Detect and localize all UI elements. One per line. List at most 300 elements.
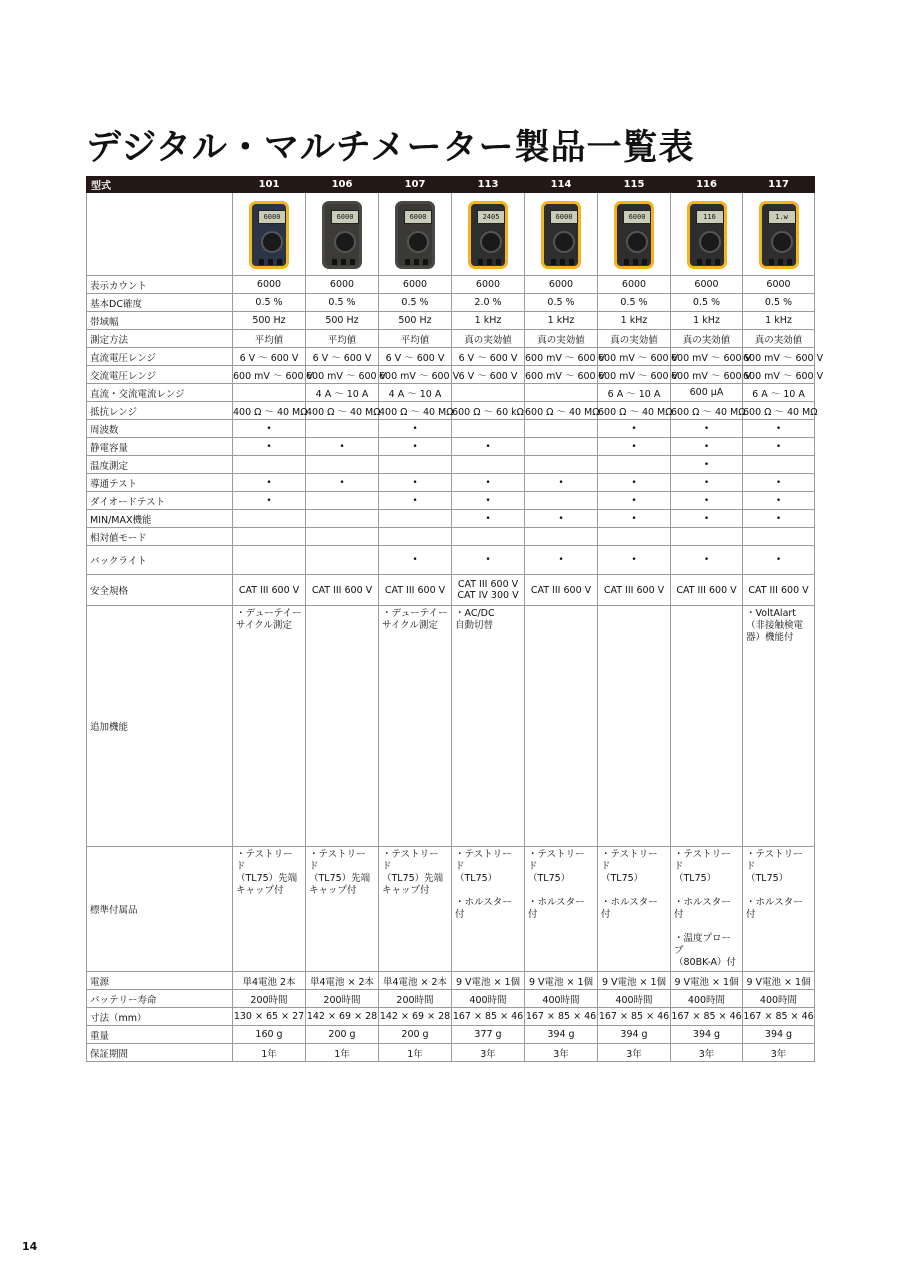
multimeter-image [468, 201, 508, 269]
spec-value: 平均値 [306, 330, 379, 348]
spec-row [87, 438, 815, 456]
spec-row [87, 972, 815, 990]
spec-label: 電源 [87, 972, 233, 990]
spec-label: バックライト [87, 546, 233, 575]
extra-feature-cell [452, 606, 525, 847]
spec-value: 6000 [598, 276, 671, 294]
product-comparison-table [86, 176, 824, 1062]
spec-value: 377 g [452, 1026, 525, 1044]
spec-value: 9 V電池 × 1個 [598, 972, 671, 990]
feature-dot: • [525, 546, 598, 575]
feature-dot: • [306, 438, 379, 456]
spec-value [306, 546, 379, 575]
accessory-cell [452, 847, 525, 972]
spec-label: 静電容量 [87, 438, 233, 456]
spec-row [87, 1008, 815, 1026]
extra-feature-text: ・デューテイー サイクル測定 [236, 608, 302, 631]
spec-value: 6000 [452, 276, 525, 294]
spec-value: 1年 [379, 1044, 452, 1062]
spec-value: 9 V電池 × 1個 [452, 972, 525, 990]
spacer [601, 885, 667, 897]
feature-dot: • [233, 420, 306, 438]
feature-dot: • [598, 546, 671, 575]
spec-value: 167 × 85 × 46 [525, 1008, 598, 1026]
spec-value: 6 A ～ 10 A [598, 384, 671, 402]
spec-value: 6 V ～ 600 V [452, 348, 525, 366]
spec-value: 1 kHz [743, 312, 815, 330]
spacer [746, 885, 811, 897]
spec-value: 6000 [379, 276, 452, 294]
spec-row [87, 384, 815, 402]
feature-dot: • [743, 474, 815, 492]
feature-dot: • [233, 438, 306, 456]
feature-dot: • [598, 420, 671, 438]
accessory-item: ・テストリード （TL75）先端 キャップ付 [309, 849, 371, 896]
spec-value [233, 384, 306, 402]
accessory-cell [743, 847, 815, 972]
product-image-cell [525, 193, 598, 276]
rotary-dial-icon [699, 231, 721, 253]
input-jacks [624, 259, 650, 265]
accessory-cell [671, 847, 743, 972]
spec-value: CAT III 600 V [379, 575, 452, 606]
extra-feature-cell [671, 606, 743, 847]
input-jacks [478, 259, 504, 265]
spec-label: 周波数 [87, 420, 233, 438]
spec-value: 平均値 [379, 330, 452, 348]
spec-value [452, 456, 525, 474]
spec-label: 標準付属品 [87, 847, 233, 972]
multimeter-image [541, 201, 581, 269]
spec-value [306, 420, 379, 438]
accessories-row [87, 847, 815, 972]
spec-value: 600 mV ～ 600 V [379, 366, 452, 384]
spec-value: 600 mV ～ 600 V [306, 366, 379, 384]
spec-value [671, 528, 743, 546]
spec-row [87, 546, 815, 575]
spec-value: 500 Hz [233, 312, 306, 330]
spec-label: 追加機能 [87, 606, 233, 847]
spec-label: 抵抗レンジ [87, 402, 233, 420]
spacer [455, 885, 521, 897]
spec-label: 安全規格 [87, 575, 233, 606]
input-jacks [769, 259, 795, 265]
spec-value: CAT III 600 V CAT IV 300 V [452, 575, 525, 606]
spec-value [306, 492, 379, 510]
spec-value: 1 kHz [671, 312, 743, 330]
spec-value: 167 × 85 × 46 [671, 1008, 743, 1026]
spec-value [452, 528, 525, 546]
spec-row [87, 510, 815, 528]
spec-value: 平均値 [233, 330, 306, 348]
extra-feature-cell [598, 606, 671, 847]
input-jacks [259, 259, 285, 265]
spec-value [525, 420, 598, 438]
rotary-dial-icon [407, 231, 429, 253]
product-image-cell [671, 193, 743, 276]
model-106: 106 [306, 177, 379, 193]
spec-label: 寸法（mm） [87, 1008, 233, 1026]
input-jacks [551, 259, 577, 265]
spec-row [87, 276, 815, 294]
spec-label: 交流電圧レンジ [87, 366, 233, 384]
spec-value: 6 V ～ 600 V [233, 348, 306, 366]
spec-value: 4 A ～ 10 A [379, 384, 452, 402]
spec-value: 600 mV ～ 600 V [525, 366, 598, 384]
spec-value: 600 Ω ～ 60 kΩ [452, 402, 525, 420]
meter-display: 6000 [623, 210, 651, 224]
model-117: 117 [743, 177, 815, 193]
feature-dot: • [525, 474, 598, 492]
feature-dot: • [233, 474, 306, 492]
accessory-item: ・ホルスター付 [455, 897, 512, 920]
accessory-item: ・テストリード （TL75） [455, 849, 512, 884]
spec-value [525, 492, 598, 510]
feature-dot: • [598, 474, 671, 492]
model-114: 114 [525, 177, 598, 193]
extra-feature-cell [306, 606, 379, 847]
model-115: 115 [598, 177, 671, 193]
feature-dot: • [379, 492, 452, 510]
spec-value: 394 g [598, 1026, 671, 1044]
spec-row [87, 312, 815, 330]
feature-dot: • [671, 492, 743, 510]
spec-label: 表示カウント [87, 276, 233, 294]
meter-display: 116 [696, 210, 724, 224]
spec-label: 相対値モード [87, 528, 233, 546]
accessory-item: ・ホルスター付 [601, 897, 658, 920]
spec-label: 保証期間 [87, 1044, 233, 1062]
spec-value: 0.5 % [525, 294, 598, 312]
spec-value: 200 g [379, 1026, 452, 1044]
spec-row [87, 492, 815, 510]
feature-dot: • [452, 510, 525, 528]
feature-dot: • [598, 438, 671, 456]
extra-features-row [87, 606, 815, 847]
spec-value: 9 V電池 × 1個 [525, 972, 598, 990]
spec-value [743, 456, 815, 474]
accessory-item: ・テストリード （TL75）先端 キャップ付 [236, 849, 298, 896]
multimeter-image [322, 201, 362, 269]
feature-dot: • [743, 420, 815, 438]
feature-dot: • [671, 510, 743, 528]
spec-value: 142 × 69 × 28 [379, 1008, 452, 1026]
rotary-dial-icon [626, 231, 648, 253]
accessory-item: ・テストリード （TL75） [746, 849, 803, 884]
meter-display: 6000 [258, 210, 286, 224]
spec-label: バッテリー寿命 [87, 990, 233, 1008]
empty-cell [87, 193, 233, 276]
spec-value [598, 528, 671, 546]
spec-value: 6000 [306, 276, 379, 294]
spec-value [525, 456, 598, 474]
spec-value: 0.5 % [671, 294, 743, 312]
spec-label: 導通テスト [87, 474, 233, 492]
spec-value: 2.0 % [452, 294, 525, 312]
spec-value: 3年 [671, 1044, 743, 1062]
page-title: デジタル・マルチメーター製品一覧表 [86, 128, 695, 168]
spec-value: 6 V ～ 600 V [306, 348, 379, 366]
spec-value: 9 V電池 × 1個 [671, 972, 743, 990]
spec-value: 6 V ～ 600 V [379, 348, 452, 366]
spec-row [87, 294, 815, 312]
spec-value [743, 528, 815, 546]
spec-row [87, 990, 815, 1008]
extra-feature-cell [525, 606, 598, 847]
spec-value: 600 mV ～ 600 V [671, 366, 743, 384]
spec-value: CAT III 600 V [525, 575, 598, 606]
spec-value [598, 456, 671, 474]
spec-value: 400時間 [743, 990, 815, 1008]
spec-row [87, 348, 815, 366]
spec-label: 基本DC確度 [87, 294, 233, 312]
model-116: 116 [671, 177, 743, 193]
accessory-item: ・ホルスター付 [674, 897, 731, 920]
multimeter-image [759, 201, 799, 269]
accessory-cell [598, 847, 671, 972]
accessory-item: ・テストリード （TL75）先端 キャップ付 [382, 849, 444, 896]
spec-value: 600 mV ～ 600 V [525, 348, 598, 366]
spec-value: 3年 [598, 1044, 671, 1062]
spec-value: 142 × 69 × 28 [306, 1008, 379, 1026]
spec-value: 600 Ω ～ 40 MΩ [671, 402, 743, 420]
spec-value: 真の実効値 [452, 330, 525, 348]
spec-value [525, 438, 598, 456]
spec-label: MIN/MAX機能 [87, 510, 233, 528]
spec-value [306, 510, 379, 528]
meter-display: 6000 [331, 210, 359, 224]
spec-value: 400時間 [598, 990, 671, 1008]
spec-value: 3年 [452, 1044, 525, 1062]
product-image-cell [306, 193, 379, 276]
spec-value: 200時間 [379, 990, 452, 1008]
accessory-cell [306, 847, 379, 972]
multimeter-image [614, 201, 654, 269]
feature-dot: • [233, 492, 306, 510]
spec-label: 重量 [87, 1026, 233, 1044]
spec-row [87, 1026, 815, 1044]
model-header-row [87, 177, 815, 193]
spec-value: 200時間 [233, 990, 306, 1008]
feature-dot: • [306, 474, 379, 492]
spec-value: 真の実効値 [743, 330, 815, 348]
spec-row [87, 366, 815, 384]
accessory-item: ・テストリード （TL75） [601, 849, 658, 884]
meter-display: 6000 [404, 210, 432, 224]
spec-row [87, 330, 815, 348]
spec-value: 6000 [233, 276, 306, 294]
spec-value: CAT III 600 V [306, 575, 379, 606]
spec-value: 単4電池 2本 [233, 972, 306, 990]
input-jacks [405, 259, 431, 265]
feature-dot: • [671, 474, 743, 492]
feature-dot: • [598, 510, 671, 528]
model-107: 107 [379, 177, 452, 193]
feature-dot: • [452, 474, 525, 492]
spec-value [306, 456, 379, 474]
extra-feature-cell [743, 606, 815, 847]
extra-feature-text: ・デューテイー サイクル測定 [382, 608, 448, 631]
feature-dot: • [671, 456, 743, 474]
spec-value: 130 × 65 × 27 [233, 1008, 306, 1026]
spec-value: 600 Ω ～ 40 MΩ [743, 402, 815, 420]
spec-value: 400時間 [452, 990, 525, 1008]
spec-label: 直流・交流電流レンジ [87, 384, 233, 402]
page-number: 14 [22, 1240, 38, 1253]
spec-value: 1 kHz [525, 312, 598, 330]
spec-value: 400時間 [671, 990, 743, 1008]
spec-value [379, 528, 452, 546]
rotary-dial-icon [480, 231, 502, 253]
spec-value: 500 Hz [379, 312, 452, 330]
multimeter-image [249, 201, 289, 269]
spec-value: 600 mV ～ 600 V [598, 348, 671, 366]
multimeter-image [687, 201, 727, 269]
accessory-item: ・温度プローブ （80BK-A）付 [674, 933, 737, 968]
feature-dot: • [452, 438, 525, 456]
model-101: 101 [233, 177, 306, 193]
spec-row [87, 1044, 815, 1062]
spec-value [525, 384, 598, 402]
spec-value: 400時間 [525, 990, 598, 1008]
spec-value [306, 528, 379, 546]
accessory-cell [525, 847, 598, 972]
meter-display: 6000 [550, 210, 578, 224]
spec-label: 温度測定 [87, 456, 233, 474]
spec-value: 600 mV ～ 600 V [598, 366, 671, 384]
spec-value [525, 528, 598, 546]
spec-value [233, 456, 306, 474]
spec-value: 3年 [525, 1044, 598, 1062]
spec-row [87, 456, 815, 474]
extra-feature-cell [379, 606, 452, 847]
feature-dot: • [525, 510, 598, 528]
feature-dot: • [743, 546, 815, 575]
feature-dot: • [743, 438, 815, 456]
rotary-dial-icon [334, 231, 356, 253]
spec-value: 真の実効値 [671, 330, 743, 348]
spec-row [87, 402, 815, 420]
spec-value: 600 Ω ～ 40 MΩ [525, 402, 598, 420]
feature-dot: • [379, 474, 452, 492]
feature-dot: • [671, 420, 743, 438]
rotary-dial-icon [771, 231, 793, 253]
spec-value: 167 × 85 × 46 [452, 1008, 525, 1026]
spec-value: CAT III 600 V [743, 575, 815, 606]
spec-value: 1年 [306, 1044, 379, 1062]
spec-value: 6000 [743, 276, 815, 294]
accessory-item: ・ホルスター付 [528, 897, 585, 920]
spec-label: 帯域幅 [87, 312, 233, 330]
accessory-item: ・テストリード （TL75） [674, 849, 731, 884]
spec-row [87, 420, 815, 438]
spec-value: CAT III 600 V [598, 575, 671, 606]
spec-label: 測定方法 [87, 330, 233, 348]
spec-value: CAT III 600 V [233, 575, 306, 606]
spec-value: 600 mV ～ 600 V [743, 366, 815, 384]
spacer [528, 885, 594, 897]
spec-row [87, 528, 815, 546]
input-jacks [332, 259, 358, 265]
spec-value: 167 × 85 × 46 [743, 1008, 815, 1026]
accessory-item: ・テストリード （TL75） [528, 849, 585, 884]
spec-value: 真の実効値 [598, 330, 671, 348]
spec-value: 単4電池 × 2本 [306, 972, 379, 990]
spec-value [233, 510, 306, 528]
extra-feature-text: ・AC/DC 自動切替 [455, 608, 495, 631]
spec-value: 1年 [233, 1044, 306, 1062]
spec-value: 単4電池 × 2本 [379, 972, 452, 990]
feature-dot: • [452, 546, 525, 575]
spec-label: 直流電圧レンジ [87, 348, 233, 366]
spec-value: 0.5 % [743, 294, 815, 312]
product-image-cell [233, 193, 306, 276]
spec-value: 400 Ω ～ 40 MΩ [306, 402, 379, 420]
spec-value [233, 528, 306, 546]
extra-feature-cell [233, 606, 306, 847]
meter-display: 1.w [768, 210, 796, 224]
spec-value: 6 V ～ 600 V [452, 366, 525, 384]
spacer [674, 921, 739, 933]
spec-value: 500 Hz [306, 312, 379, 330]
spec-row [87, 474, 815, 492]
feature-dot: • [743, 492, 815, 510]
spec-value: 真の実効値 [525, 330, 598, 348]
spec-value: 0.5 % [233, 294, 306, 312]
extra-feature-text: ・VoltAlart （非接触検電 器）機能付 [746, 608, 804, 643]
spec-value [452, 420, 525, 438]
accessory-cell [379, 847, 452, 972]
feature-dot: • [379, 420, 452, 438]
spec-value: 6 A ～ 10 A [743, 384, 815, 402]
feature-dot: • [743, 510, 815, 528]
spec-value: 400 Ω ～ 40 MΩ [379, 402, 452, 420]
spec-value: 600 mV ～ 600 V [743, 348, 815, 366]
spec-value [379, 456, 452, 474]
input-jacks [697, 259, 723, 265]
spec-value [233, 546, 306, 575]
accessory-item: ・ホルスター付 [746, 897, 803, 920]
model-column-label: 型式 [87, 177, 233, 193]
spec-value: 394 g [671, 1026, 743, 1044]
spec-value: 6000 [671, 276, 743, 294]
accessory-cell [233, 847, 306, 972]
feature-dot: • [379, 438, 452, 456]
spec-value: 394 g [525, 1026, 598, 1044]
spec-value: 6000 [525, 276, 598, 294]
spec-value [379, 510, 452, 528]
feature-dot: • [379, 546, 452, 575]
spec-value: 394 g [743, 1026, 815, 1044]
model-113: 113 [452, 177, 525, 193]
meter-display: 2405 [477, 210, 505, 224]
multimeter-image [395, 201, 435, 269]
rotary-dial-icon [553, 231, 575, 253]
feature-dot: • [598, 492, 671, 510]
feature-dot: • [671, 438, 743, 456]
spec-value: 0.5 % [379, 294, 452, 312]
spec-value: 600 μA [671, 384, 743, 402]
spacer [674, 885, 739, 897]
product-image-cell [452, 193, 525, 276]
feature-dot: • [671, 546, 743, 575]
spec-value: 600 mV ～ 600 V [233, 366, 306, 384]
spec-value: 600 mV ～ 600 V [671, 348, 743, 366]
spec-value: 200時間 [306, 990, 379, 1008]
spec-value: 600 Ω ～ 40 MΩ [598, 402, 671, 420]
spec-value: 160 g [233, 1026, 306, 1044]
spec-value: 1 kHz [452, 312, 525, 330]
